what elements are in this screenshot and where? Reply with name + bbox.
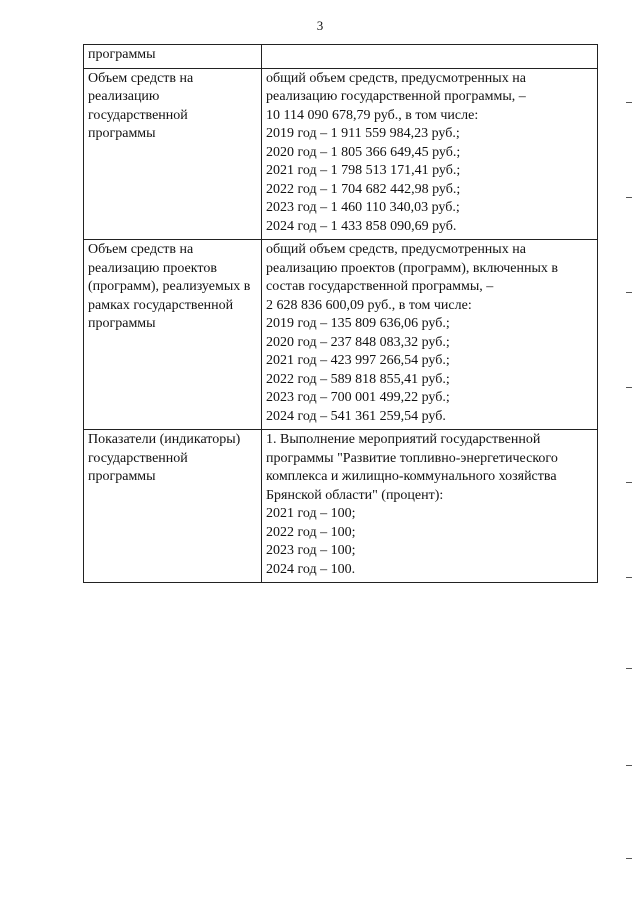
program-passport-table: [83, 44, 598, 583]
table-row: [84, 430, 598, 583]
row-label-cell: [84, 430, 262, 583]
value-line: 2022 год – 589 818 855,41 руб.;: [266, 371, 450, 387]
label-line: Показатели (индикаторы): [88, 432, 241, 447]
scan-mark: [626, 858, 632, 859]
row-label-cell: [84, 68, 262, 240]
value-line: программы "Развитие топливно-энергетического: [266, 450, 558, 466]
scan-mark: [626, 102, 632, 103]
value-line: 2019 год – 1 911 559 984,23 руб.;: [266, 126, 460, 141]
value-line: 10 114 090 678,79 руб., в том числе:: [266, 107, 479, 123]
value-line: 2022 год – 1 704 682 442,98 руб.;: [266, 181, 461, 197]
value-line: реализацию проектов (программ), включенных в: [266, 260, 558, 276]
table-row: [84, 68, 598, 240]
value-line: реализацию государственной программы, –: [266, 89, 526, 104]
scan-mark: [626, 577, 632, 578]
scan-mark: [626, 197, 632, 198]
label-line: (программ), реализуемых в: [88, 279, 251, 294]
scan-mark: [626, 765, 632, 766]
scan-mark: [626, 387, 632, 388]
value-line: 2024 год – 541 361 259,54 руб.: [266, 408, 446, 424]
value-line: общий объем средств, предусмотренных на: [266, 70, 526, 86]
value-line: 2024 год – 100.: [266, 561, 356, 577]
value-line: состав государственной программы, –: [266, 279, 494, 294]
label-line: рамках государственной: [88, 297, 234, 313]
value-line: 1. Выполнение мероприятий государственной: [266, 432, 541, 447]
value-line: 2023 год – 700 001 499,22 руб.;: [266, 390, 450, 405]
value-line: 2 628 836 600,09 руб., в том числе:: [266, 297, 472, 313]
row-label-cell: [84, 45, 262, 69]
row-value-cell: [262, 240, 598, 430]
value-line: 2024 год – 1 433 858 090,69 руб.: [266, 218, 457, 234]
table-row: [84, 45, 598, 69]
value-line: 2020 год – 237 848 083,32 руб.;: [266, 334, 450, 350]
row-value-cell: [262, 45, 598, 69]
label-line: реализацию проектов: [88, 260, 217, 276]
label-line: программы: [88, 469, 156, 484]
value-line: 2021 год – 423 997 266,54 руб.;: [266, 353, 450, 368]
value-line: 2023 год – 100;: [266, 543, 356, 558]
row-value-cell: [262, 430, 598, 583]
label-line: Объем средств на: [88, 70, 194, 86]
label-line: программы: [88, 126, 156, 141]
table-row: [84, 240, 598, 430]
value-line: Брянской области" (процент):: [266, 487, 444, 503]
label-line: государственной: [88, 450, 188, 466]
label-line: Объем средств на: [88, 242, 194, 257]
label-line: государственной: [88, 107, 188, 123]
label-line: программы: [88, 47, 156, 62]
value-line: общий объем средств, предусмотренных на: [266, 242, 526, 257]
value-line: 2019 год – 135 809 636,06 руб.;: [266, 316, 450, 331]
value-line: 2021 год – 1 798 513 171,41 руб.;: [266, 163, 461, 178]
value-line: 2021 год – 100;: [266, 506, 356, 521]
value-line: комплекса и жилищно-коммунального хозяйства: [266, 469, 557, 484]
row-value-cell: [262, 68, 598, 240]
label-line: реализацию: [88, 89, 160, 104]
scan-mark: [626, 482, 632, 483]
scan-mark: [626, 292, 632, 293]
value-line: 2022 год – 100;: [266, 524, 356, 540]
scan-mark: [626, 668, 632, 669]
label-line: программы: [88, 316, 156, 331]
page-number: 3: [316, 18, 324, 33]
row-label-cell: [84, 240, 262, 430]
value-line: 2020 год – 1 805 366 649,45 руб.;: [266, 144, 461, 160]
value-line: 2023 год – 1 460 110 340,03 руб.;: [266, 200, 460, 215]
